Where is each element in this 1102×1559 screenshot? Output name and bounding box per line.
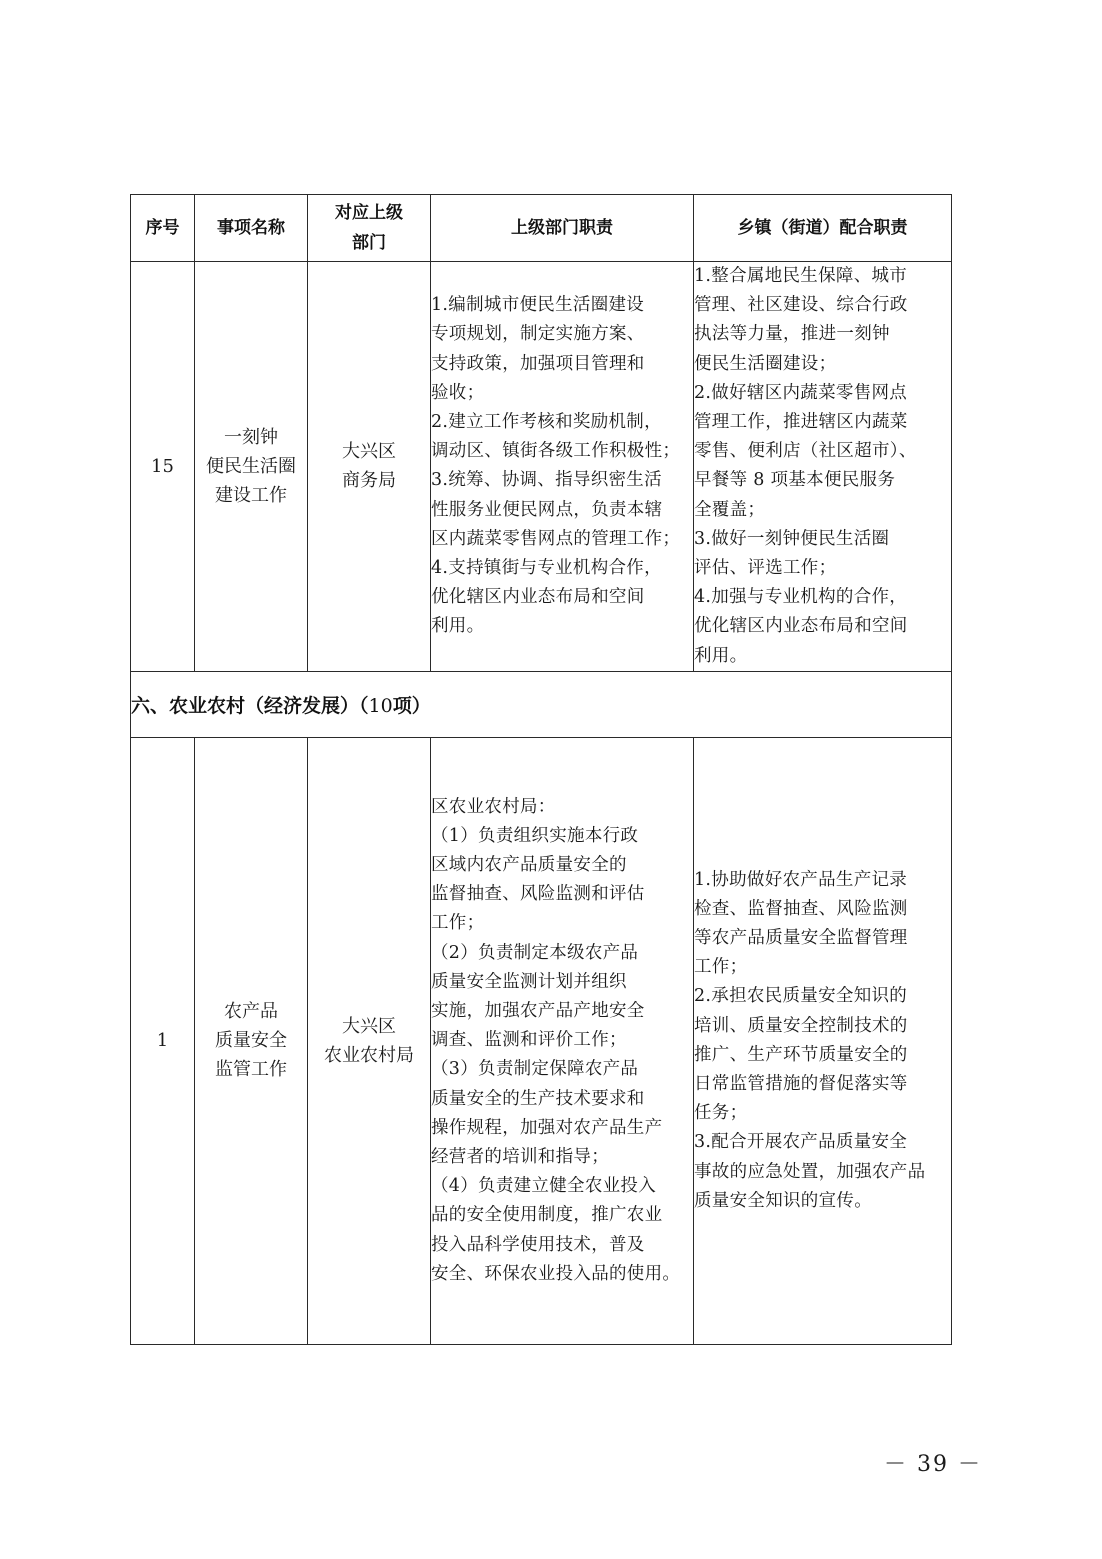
department-line: 商务局 bbox=[342, 470, 396, 492]
town-duty-line: 管理工作，推进辖区内蔬菜 bbox=[694, 412, 908, 433]
upper-duty-line: 区农业农村局： bbox=[431, 796, 556, 817]
town-duty-line: 3.配合开展农产品质量安全 bbox=[694, 1132, 908, 1153]
town-duty-line: 2.承担农民质量安全知识的 bbox=[694, 986, 908, 1007]
page-number: － 39 － bbox=[884, 1452, 982, 1477]
town-duty-line: 2.做好辖区内蔬菜零售网点 bbox=[694, 382, 908, 403]
town-duty-line: 1.整合属地民生保障、城市 bbox=[694, 266, 908, 286]
table-header-row bbox=[131, 195, 952, 262]
town-duty-line: 零售、便利店（社区超市）、 bbox=[694, 441, 917, 462]
upper-duty-line: 4.支持镇街与专业机构合作， bbox=[431, 558, 662, 579]
header-dept-line2: 部门 bbox=[352, 233, 386, 253]
item-name bbox=[195, 262, 308, 672]
town-duty-line: 1.协助做好农产品生产记录 bbox=[694, 869, 908, 890]
upper-duty-line: 调动区、镇街各级工作积极性； bbox=[431, 441, 681, 462]
upper-duty-line: 投入品科学使用技术，普及 bbox=[431, 1234, 645, 1255]
town-duty-line: 优化辖区内业态布局和空间 bbox=[694, 616, 908, 637]
upper-duty-line: 支持政策，加强项目管理和 bbox=[431, 353, 645, 374]
section-heading-row bbox=[131, 671, 952, 737]
town-duty-line: 3.做好一刻钟便民生活圈 bbox=[694, 528, 890, 549]
item-name-line: 质量安全 bbox=[215, 1030, 287, 1052]
upper-duty-line: 质量安全的生产技术要求和 bbox=[431, 1088, 645, 1109]
town-duty-line: 4.加强与专业机构的合作， bbox=[694, 587, 908, 608]
department-line: 大兴区 bbox=[342, 441, 396, 463]
town-duty-line: 工作； bbox=[694, 957, 748, 978]
item-name-line: 建设工作 bbox=[215, 484, 287, 506]
upper-duty-line: （4）负责建立健全农业投入 bbox=[431, 1176, 657, 1197]
header-no: 序号 bbox=[131, 195, 195, 262]
town-duty-line: 事故的应急处置，加强农产品 bbox=[694, 1161, 926, 1182]
upper-duty-line: 利用。 bbox=[431, 616, 485, 637]
table-row bbox=[131, 262, 952, 672]
town-duty-line: 等农产品质量安全监督管理 bbox=[694, 928, 908, 949]
upper-duty-line: 优化辖区内业态布局和空间 bbox=[431, 587, 645, 608]
header-town-duty: 乡镇（街道）配合职责 bbox=[694, 195, 952, 262]
department-line: 农业农村局 bbox=[324, 1044, 414, 1066]
upper-duty bbox=[431, 262, 694, 672]
department-line: 大兴区 bbox=[342, 1015, 396, 1037]
upper-duty-line: 实施，加强农产品产地安全 bbox=[431, 1001, 645, 1022]
town-duty-line: 推广、生产环节质量安全的 bbox=[694, 1044, 908, 1065]
upper-duty-line: 监督抽查、风险监测和评估 bbox=[431, 884, 645, 905]
row-no: 1 bbox=[131, 737, 195, 1344]
upper-duty-line: 2.建立工作考核和奖励机制， bbox=[431, 412, 662, 433]
town-duty bbox=[694, 262, 952, 672]
town-duty-line: 管理、社区建设、综合行政 bbox=[694, 295, 908, 316]
upper-duty-line: 1.编制城市便民生活圈建设 bbox=[431, 295, 645, 316]
town-duty bbox=[694, 737, 952, 1344]
item-name-line: 农产品 bbox=[224, 1001, 278, 1023]
department bbox=[308, 262, 431, 672]
upper-duty-line: （3）负责制定保障农产品 bbox=[431, 1059, 639, 1080]
upper-duty-line: 工作； bbox=[431, 913, 485, 934]
town-duty-line: 早餐等 8 项基本便民服务 bbox=[694, 470, 896, 491]
section-suffix: 项） bbox=[392, 694, 431, 717]
upper-duty-line: 调查、监测和评价工作； bbox=[431, 1030, 627, 1051]
upper-duty-line: 3.统筹、协调、指导织密生活 bbox=[431, 470, 662, 491]
header-upper-duty: 上级部门职责 bbox=[431, 195, 694, 262]
town-duty-line: 培训、质量安全控制技术的 bbox=[694, 1015, 908, 1036]
town-duty-line: 任务； bbox=[694, 1103, 748, 1124]
upper-duty bbox=[431, 737, 694, 1344]
item-name-line: 监管工作 bbox=[215, 1059, 287, 1081]
upper-duty-line: （2）负责制定本级农产品 bbox=[431, 942, 639, 963]
town-duty-line: 日常监管措施的督促落实等 bbox=[694, 1074, 908, 1095]
upper-duty-line: 质量安全监测计划并组织 bbox=[431, 971, 627, 992]
upper-duty-line: （1）负责组织实施本行政 bbox=[431, 825, 639, 846]
table-row bbox=[131, 737, 952, 1344]
item-name-line: 一刻钟 bbox=[224, 426, 278, 448]
town-duty-line: 执法等力量，推进一刻钟 bbox=[694, 324, 890, 345]
town-duty-line: 检查、监督抽查、风险监测 bbox=[694, 898, 908, 919]
upper-duty-line: 验收； bbox=[431, 382, 485, 403]
upper-duty-line: 经营者的培训和指导； bbox=[431, 1147, 609, 1168]
upper-duty-line: 区内蔬菜零售网点的管理工作； bbox=[431, 528, 681, 549]
section-count: 10 bbox=[368, 694, 393, 717]
town-duty-line: 全覆盖； bbox=[694, 499, 766, 520]
department bbox=[308, 737, 431, 1344]
upper-duty-line: 安全、环保农业投入品的使用。 bbox=[431, 1263, 681, 1284]
upper-duty-line: 专项规划，制定实施方案、 bbox=[431, 324, 645, 345]
item-name bbox=[195, 737, 308, 1344]
upper-duty-line: 操作规程，加强对农产品生产 bbox=[431, 1117, 663, 1138]
section-heading bbox=[131, 671, 952, 737]
duty-table bbox=[130, 194, 952, 1345]
upper-duty-line: 性服务业便民网点，负责本辖 bbox=[431, 499, 663, 520]
item-name-line: 便民生活圈 bbox=[206, 455, 296, 477]
section-title: 六、农业农村（经济发展）（ bbox=[131, 694, 369, 717]
town-duty-line: 评估、评选工作； bbox=[694, 558, 837, 579]
header-dept bbox=[308, 195, 431, 262]
row-no: 15 bbox=[131, 262, 195, 672]
town-duty-line: 便民生活圈建设； bbox=[694, 353, 837, 374]
town-duty-line: 质量安全知识的宣传。 bbox=[694, 1190, 872, 1211]
header-name: 事项名称 bbox=[195, 195, 308, 262]
upper-duty-line: 品的安全使用制度，推广农业 bbox=[431, 1205, 663, 1226]
header-dept-line1: 对应上级 bbox=[335, 203, 403, 223]
upper-duty-line: 区域内农产品质量安全的 bbox=[431, 855, 627, 876]
town-duty-line: 利用。 bbox=[694, 645, 748, 666]
